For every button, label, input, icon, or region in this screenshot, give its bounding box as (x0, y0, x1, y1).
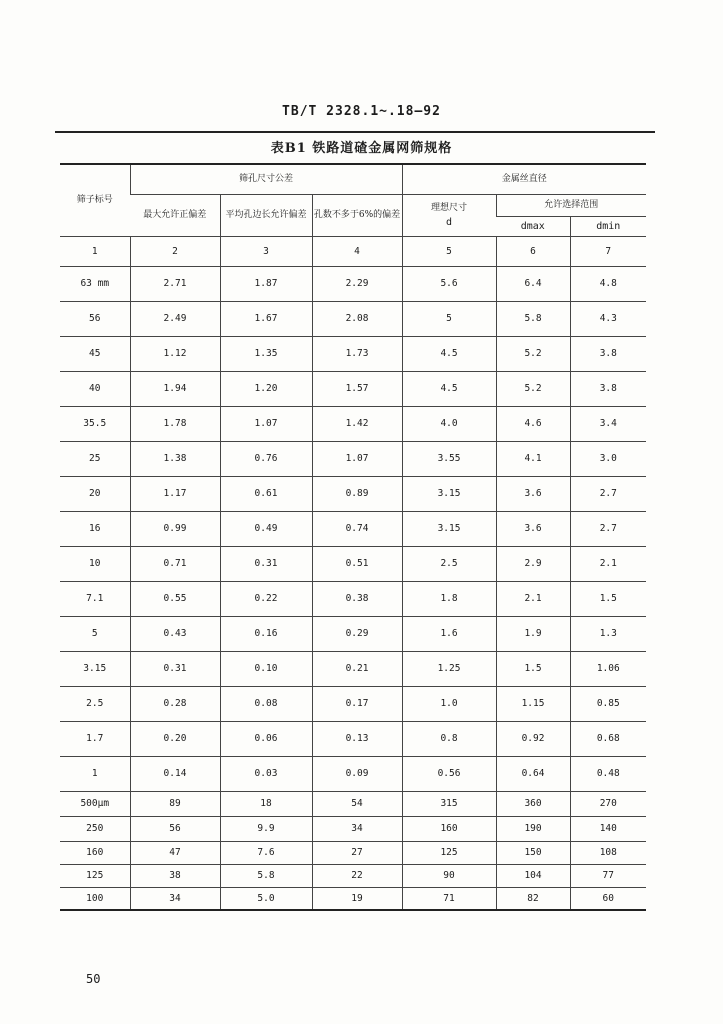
cell-sieve-no: 160 (60, 841, 130, 864)
table-row (60, 887, 646, 910)
cell-dmax: 2.1 (496, 581, 570, 616)
cell-ideal-d: 1.6 (402, 616, 496, 651)
cell-sieve-no: 16 (60, 511, 130, 546)
cell-sieve-no: 63 mm (60, 266, 130, 301)
cell-dmax: 5.8 (496, 301, 570, 336)
cell-max-dev: 0.20 (130, 721, 220, 756)
cell-ideal-d: 3.15 (402, 476, 496, 511)
cell-dmin: 270 (570, 791, 646, 816)
cell-max-dev: 0.99 (130, 511, 220, 546)
cell-avg-dev: 3 (220, 236, 312, 266)
cell-dmin: 3.4 (570, 406, 646, 441)
cell-ideal-d: 3.55 (402, 441, 496, 476)
cell-count-dev: 2.08 (312, 301, 402, 336)
cell-dmin: 1.3 (570, 616, 646, 651)
cell-dmax: 104 (496, 864, 570, 887)
cell-count-dev: 19 (312, 887, 402, 910)
cell-sieve-no: 1 (60, 236, 130, 266)
table-body (60, 236, 646, 910)
cell-max-dev: 0.43 (130, 616, 220, 651)
cell-count-dev: 1.57 (312, 371, 402, 406)
table-row (60, 301, 646, 336)
cell-dmax: 5.2 (496, 371, 570, 406)
table-row (60, 511, 646, 546)
cell-ideal-d: 5 (402, 236, 496, 266)
cell-dmin: 140 (570, 816, 646, 841)
cell-ideal-d: 0.8 (402, 721, 496, 756)
cell-max-dev: 0.31 (130, 651, 220, 686)
cell-sieve-no: 45 (60, 336, 130, 371)
table-caption: 表B1 铁路道碴金属网筛规格 (270, 141, 453, 156)
cell-dmin: 60 (570, 887, 646, 910)
cell-dmax: 4.6 (496, 406, 570, 441)
cell-count-dev: 0.51 (312, 546, 402, 581)
cell-max-dev: 1.94 (130, 371, 220, 406)
cell-dmax: 2.9 (496, 546, 570, 581)
cell-avg-dev: 0.31 (220, 546, 312, 581)
cell-count-dev: 0.13 (312, 721, 402, 756)
cell-ideal-d: 1.8 (402, 581, 496, 616)
cell-avg-dev: 0.06 (220, 721, 312, 756)
table-row (60, 816, 646, 841)
cell-max-dev: 0.14 (130, 756, 220, 791)
cell-dmin: 2.7 (570, 476, 646, 511)
cell-count-dev: 0.21 (312, 651, 402, 686)
cell-avg-dev: 0.22 (220, 581, 312, 616)
cell-ideal-d: 5 (402, 301, 496, 336)
cell-count-dev: 0.38 (312, 581, 402, 616)
cell-dmax: 3.6 (496, 511, 570, 546)
header-dmax: dmax (496, 216, 570, 236)
cell-avg-dev: 5.8 (220, 864, 312, 887)
cell-avg-dev: 0.08 (220, 686, 312, 721)
cell-max-dev: 2.49 (130, 301, 220, 336)
cell-dmax: 1.15 (496, 686, 570, 721)
cell-max-dev: 89 (130, 791, 220, 816)
cell-dmax: 1.5 (496, 651, 570, 686)
table-row (60, 266, 646, 301)
cell-ideal-d: 3.15 (402, 511, 496, 546)
cell-max-dev: 1.38 (130, 441, 220, 476)
cell-avg-dev: 0.76 (220, 441, 312, 476)
table-row (60, 441, 646, 476)
cell-sieve-no: 250 (60, 816, 130, 841)
cell-dmin: 7 (570, 236, 646, 266)
cell-dmin: 2.1 (570, 546, 646, 581)
cell-dmax: 82 (496, 887, 570, 910)
cell-max-dev: 0.28 (130, 686, 220, 721)
header-max-deviation: 最大允许正偏差 (130, 194, 220, 236)
header-sieve-label: 筛子标号 (60, 164, 130, 236)
cell-dmax: 190 (496, 816, 570, 841)
sieve-spec-table (60, 163, 646, 911)
cell-max-dev: 38 (130, 864, 220, 887)
cell-max-dev: 0.71 (130, 546, 220, 581)
cell-dmax: 5.2 (496, 336, 570, 371)
cell-ideal-d: 315 (402, 791, 496, 816)
cell-avg-dev: 7.6 (220, 841, 312, 864)
top-rule (55, 131, 655, 133)
cell-count-dev: 0.17 (312, 686, 402, 721)
cell-ideal-d: 4.5 (402, 371, 496, 406)
cell-dmax: 4.1 (496, 441, 570, 476)
cell-dmin: 3.8 (570, 371, 646, 406)
table-row (60, 336, 646, 371)
cell-max-dev: 2 (130, 236, 220, 266)
cell-ideal-d: 125 (402, 841, 496, 864)
cell-max-dev: 34 (130, 887, 220, 910)
cell-count-dev: 1.73 (312, 336, 402, 371)
cell-avg-dev: 5.0 (220, 887, 312, 910)
page-number: 50 (86, 972, 101, 986)
cell-sieve-no: 1.7 (60, 721, 130, 756)
cell-sieve-no: 100 (60, 887, 130, 910)
header-ideal-label: 理想尺寸 (431, 202, 468, 213)
cell-avg-dev: 0.61 (220, 476, 312, 511)
cell-sieve-no: 10 (60, 546, 130, 581)
table-row (60, 616, 646, 651)
cell-count-dev: 1.07 (312, 441, 402, 476)
cell-sieve-no: 7.1 (60, 581, 130, 616)
cell-count-dev: 1.42 (312, 406, 402, 441)
cell-max-dev: 56 (130, 816, 220, 841)
cell-avg-dev: 0.16 (220, 616, 312, 651)
table-row (60, 791, 646, 816)
cell-dmin: 3.0 (570, 441, 646, 476)
cell-ideal-d: 160 (402, 816, 496, 841)
cell-avg-dev: 1.07 (220, 406, 312, 441)
header-tolerance-group: 筛孔尺寸公差 (130, 164, 402, 194)
cell-dmin: 1.5 (570, 581, 646, 616)
header-avg-deviation: 平均孔边长允许偏差 (220, 194, 312, 236)
table-row (60, 721, 646, 756)
cell-sieve-no: 500μm (60, 791, 130, 816)
cell-count-dev: 34 (312, 816, 402, 841)
cell-sieve-no: 3.15 (60, 651, 130, 686)
cell-dmax: 6 (496, 236, 570, 266)
cell-avg-dev: 0.10 (220, 651, 312, 686)
cell-ideal-d: 1.25 (402, 651, 496, 686)
table-row (60, 371, 646, 406)
cell-ideal-d: 71 (402, 887, 496, 910)
cell-dmax: 360 (496, 791, 570, 816)
cell-count-dev: 27 (312, 841, 402, 864)
cell-count-dev: 22 (312, 864, 402, 887)
cell-count-dev: 54 (312, 791, 402, 816)
cell-dmax: 1.9 (496, 616, 570, 651)
cell-max-dev: 47 (130, 841, 220, 864)
cell-count-dev: 4 (312, 236, 402, 266)
header-dmin: dmin (570, 216, 646, 236)
header-wire-group: 金属丝直径 (402, 164, 646, 194)
cell-dmax: 0.64 (496, 756, 570, 791)
cell-avg-dev: 1.67 (220, 301, 312, 336)
cell-dmin: 3.8 (570, 336, 646, 371)
cell-dmax: 150 (496, 841, 570, 864)
cell-avg-dev: 0.03 (220, 756, 312, 791)
cell-count-dev: 0.74 (312, 511, 402, 546)
cell-dmax: 0.92 (496, 721, 570, 756)
column-index-row (60, 236, 646, 266)
cell-ideal-d: 1.0 (402, 686, 496, 721)
cell-avg-dev: 1.87 (220, 266, 312, 301)
cell-ideal-d: 4.0 (402, 406, 496, 441)
table-row (60, 686, 646, 721)
cell-sieve-no: 20 (60, 476, 130, 511)
cell-dmax: 6.4 (496, 266, 570, 301)
cell-max-dev: 0.55 (130, 581, 220, 616)
cell-ideal-d: 4.5 (402, 336, 496, 371)
cell-avg-dev: 1.20 (220, 371, 312, 406)
cell-sieve-no: 35.5 (60, 406, 130, 441)
standard-reference: TB/T 2328.1~.18—92 (282, 104, 441, 119)
cell-ideal-d: 90 (402, 864, 496, 887)
cell-dmin: 4.3 (570, 301, 646, 336)
cell-dmin: 4.8 (570, 266, 646, 301)
cell-sieve-no: 40 (60, 371, 130, 406)
cell-sieve-no: 1 (60, 756, 130, 791)
cell-ideal-d: 5.6 (402, 266, 496, 301)
cell-dmin: 1.06 (570, 651, 646, 686)
table-row (60, 581, 646, 616)
header-ideal-size (402, 194, 496, 236)
table-row (60, 546, 646, 581)
table-row (60, 841, 646, 864)
cell-dmin: 77 (570, 864, 646, 887)
cell-ideal-d: 2.5 (402, 546, 496, 581)
cell-dmax: 3.6 (496, 476, 570, 511)
header-count-deviation: 孔数不多于6%的偏差 (312, 194, 402, 236)
cell-max-dev: 1.17 (130, 476, 220, 511)
cell-dmin: 0.85 (570, 686, 646, 721)
cell-avg-dev: 0.49 (220, 511, 312, 546)
table-row (60, 406, 646, 441)
cell-count-dev: 2.29 (312, 266, 402, 301)
cell-avg-dev: 9.9 (220, 816, 312, 841)
cell-dmin: 2.7 (570, 511, 646, 546)
cell-ideal-d: 0.56 (402, 756, 496, 791)
table-row (60, 476, 646, 511)
cell-max-dev: 1.78 (130, 406, 220, 441)
cell-sieve-no: 2.5 (60, 686, 130, 721)
cell-sieve-no: 25 (60, 441, 130, 476)
cell-avg-dev: 18 (220, 791, 312, 816)
cell-avg-dev: 1.35 (220, 336, 312, 371)
cell-count-dev: 0.29 (312, 616, 402, 651)
cell-max-dev: 2.71 (130, 266, 220, 301)
cell-sieve-no: 56 (60, 301, 130, 336)
cell-count-dev: 0.89 (312, 476, 402, 511)
header-ideal-symbol: d (446, 216, 453, 228)
cell-max-dev: 1.12 (130, 336, 220, 371)
table-row (60, 651, 646, 686)
table-row (60, 756, 646, 791)
cell-dmin: 108 (570, 841, 646, 864)
table-row (60, 864, 646, 887)
cell-sieve-no: 5 (60, 616, 130, 651)
cell-sieve-no: 125 (60, 864, 130, 887)
cell-dmin: 0.68 (570, 721, 646, 756)
cell-count-dev: 0.09 (312, 756, 402, 791)
header-range: 允许选择范围 (496, 194, 646, 216)
cell-dmin: 0.48 (570, 756, 646, 791)
